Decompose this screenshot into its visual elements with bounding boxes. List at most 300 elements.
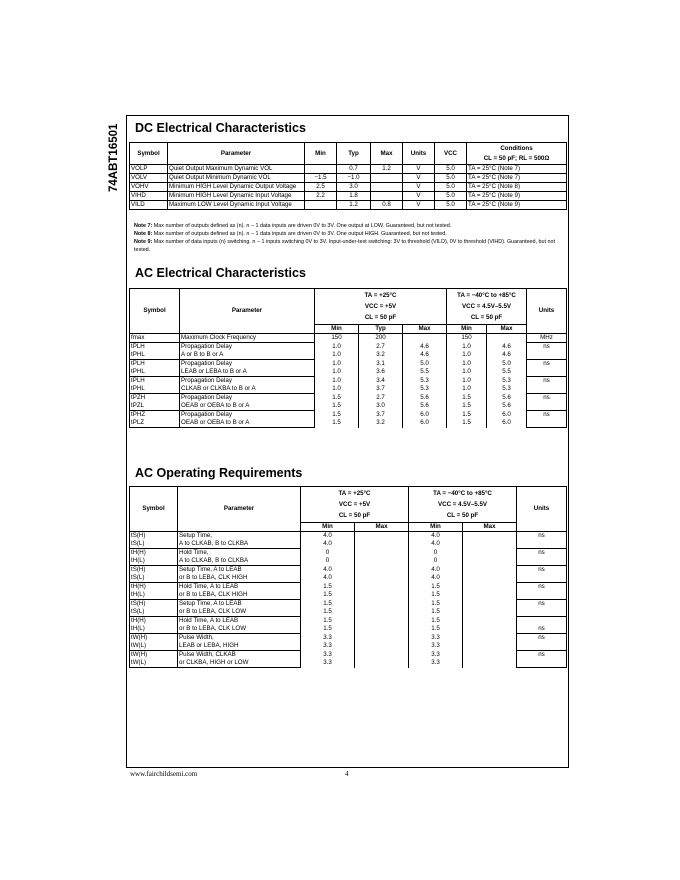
op-symbol: tH(L) bbox=[130, 625, 178, 634]
op-min2: 3.3 bbox=[409, 642, 463, 651]
note-7: Note 7: Max number of outputs defined as (n). n − 1 data inputs are driven 0V to 3V. One output at LOW. Guaranteed, but not tested. bbox=[134, 223, 452, 229]
dc-vcc: 5.0 bbox=[435, 183, 467, 192]
op-table-row bbox=[130, 549, 567, 558]
dc-table-row bbox=[130, 192, 567, 201]
ac-header-25c bbox=[315, 289, 447, 325]
dc-parameter: Minimum HIGH Level Dynamic Output Voltage bbox=[168, 183, 305, 192]
op-units bbox=[517, 617, 567, 626]
op-units: ns bbox=[517, 600, 567, 609]
op-parameter: Setup Time, A to LEAB bbox=[178, 600, 301, 609]
ac-typ1: 3.4 bbox=[359, 377, 403, 386]
ac-table-row bbox=[130, 394, 567, 403]
op-symbol: tH(H) bbox=[130, 583, 178, 592]
ac-min2: 1.0 bbox=[447, 360, 487, 369]
dc-vcc: 5.0 bbox=[435, 201, 467, 210]
dc-table-row bbox=[130, 174, 567, 183]
op-max1 bbox=[355, 634, 409, 643]
dc-header-symbol: Symbol bbox=[130, 143, 168, 165]
ac-min2: 1.5 bbox=[447, 411, 487, 420]
op-header-max1: Max bbox=[355, 523, 409, 532]
op-parameter: or CLKBA, HIGH or LOW bbox=[178, 659, 301, 668]
note-9: Note 9: Max number of data inputs (n) switching. n − 1 inputs switching 0V to 3V. Input-under-test switching: 3V to threshold (VILD), 0V to threshold (VIHD). Guaranteed, but not tested. bbox=[134, 239, 555, 253]
op-ta2: TA = −40°C to +85°C bbox=[433, 490, 492, 497]
dc-conditions: TA = 25°C (Note 9) bbox=[467, 192, 567, 201]
op-min2: 1.5 bbox=[409, 617, 463, 626]
op-parameter: A to CLKAB, B to CLKBA bbox=[178, 540, 301, 549]
dc-conditions: TA = 25°C (Note 9) bbox=[467, 201, 567, 210]
op-symbol: tS(H) bbox=[130, 566, 178, 575]
ac-parameter: Propagation Delay bbox=[180, 377, 315, 386]
ac-parameter: Propagation Delay bbox=[180, 360, 315, 369]
op-min1: 4.0 bbox=[301, 566, 355, 575]
dc-header-typ: Typ bbox=[337, 143, 371, 165]
dc-typ: 3.0 bbox=[337, 183, 371, 192]
op-units: ns bbox=[517, 583, 567, 592]
op-max1 bbox=[355, 549, 409, 558]
op-units bbox=[517, 574, 567, 583]
op-max2 bbox=[463, 557, 517, 566]
op-table-row bbox=[130, 642, 567, 651]
dc-min bbox=[305, 165, 337, 174]
op-min1: 3.3 bbox=[301, 634, 355, 643]
ac-typ1: 2.7 bbox=[359, 394, 403, 403]
op-parameter: Setup Time, bbox=[178, 532, 301, 541]
dc-header-vcc: VCC bbox=[435, 143, 467, 165]
dc-characteristics-table bbox=[129, 142, 567, 210]
ac-header-max2: Max bbox=[487, 325, 527, 334]
op-symbol: tH(H) bbox=[130, 617, 178, 626]
ac-table-row bbox=[130, 360, 567, 369]
op-units: ns bbox=[517, 625, 567, 634]
ac-symbol: fmax bbox=[130, 334, 180, 343]
dc-max: 1.2 bbox=[371, 165, 403, 174]
ac-symbol: tPHL bbox=[130, 368, 180, 377]
dc-symbol: VILD bbox=[130, 201, 168, 210]
ac-max1: 4.6 bbox=[403, 343, 447, 352]
op-min1: 0 bbox=[301, 549, 355, 558]
op-max2 bbox=[463, 625, 517, 634]
dc-max: 0.8 bbox=[371, 201, 403, 210]
op-max2 bbox=[463, 642, 517, 651]
ac-symbol: tPZL bbox=[130, 402, 180, 411]
op-min2: 0 bbox=[409, 557, 463, 566]
dc-units: V bbox=[403, 174, 435, 183]
dc-units: V bbox=[403, 165, 435, 174]
ac-units bbox=[527, 368, 567, 377]
op-parameter: or B to LEBA, CLK LOW bbox=[178, 625, 301, 634]
op-min1: 4.0 bbox=[301, 532, 355, 541]
part-number-side-title: 74ABT16501 bbox=[108, 123, 120, 192]
dc-header-max: Max bbox=[371, 143, 403, 165]
op-parameter: A to CLKAB, B to CLKBA bbox=[178, 557, 301, 566]
op-units bbox=[517, 642, 567, 651]
ac-max1: 6.0 bbox=[403, 419, 447, 428]
op-cl2: CL = 50 pF bbox=[446, 512, 479, 519]
dc-units: V bbox=[403, 192, 435, 201]
op-header-units: Units bbox=[517, 487, 567, 532]
dc-min: 2.2 bbox=[305, 192, 337, 201]
ac-table-row bbox=[130, 377, 567, 386]
ac-table-row bbox=[130, 334, 567, 343]
dc-typ: 1.8 bbox=[337, 192, 371, 201]
ac-min1: 1.5 bbox=[315, 419, 359, 428]
dc-vcc: 5.0 bbox=[435, 192, 467, 201]
op-min2: 1.5 bbox=[409, 600, 463, 609]
ac-min2: 1.5 bbox=[447, 419, 487, 428]
ac-symbol: tPZH bbox=[130, 394, 180, 403]
dc-conditions: TA = 25°C (Note 8) bbox=[467, 183, 567, 192]
op-section-title: AC Operating Requirements bbox=[135, 466, 303, 480]
ac-max1: 5.0 bbox=[403, 360, 447, 369]
ac-max2: 5.6 bbox=[487, 402, 527, 411]
ac-header-typ1: Typ bbox=[359, 325, 403, 334]
dc-symbol: VOLP bbox=[130, 165, 168, 174]
dc-section-title: DC Electrical Characteristics bbox=[135, 121, 306, 135]
ac-min1: 1.5 bbox=[315, 402, 359, 411]
ac-header-min2: Min bbox=[447, 325, 487, 334]
ac-max2: 6.0 bbox=[487, 419, 527, 428]
op-max2 bbox=[463, 574, 517, 583]
op-max2 bbox=[463, 659, 517, 668]
ac-symbol: tPHL bbox=[130, 351, 180, 360]
ac-max2: 5.6 bbox=[487, 394, 527, 403]
op-max2 bbox=[463, 651, 517, 660]
op-parameter: Setup Time, A to LEAB bbox=[178, 566, 301, 575]
op-units bbox=[517, 540, 567, 549]
op-min1: 0 bbox=[301, 557, 355, 566]
ac-section-title: AC Electrical Characteristics bbox=[135, 266, 306, 280]
op-min1: 4.0 bbox=[301, 574, 355, 583]
ac-max2: 5.3 bbox=[487, 385, 527, 394]
dc-header-conditions bbox=[467, 143, 567, 165]
op-parameter: or B to LEBA, CLK HIGH bbox=[178, 591, 301, 600]
ac-units: MHz bbox=[527, 334, 567, 343]
op-units: ns bbox=[517, 549, 567, 558]
ac-max1: 5.6 bbox=[403, 402, 447, 411]
dc-table-row bbox=[130, 165, 567, 174]
op-max1 bbox=[355, 608, 409, 617]
ac-typ1: 3.1 bbox=[359, 360, 403, 369]
ac-table-row bbox=[130, 385, 567, 394]
footer-page-number: 4 bbox=[345, 770, 349, 778]
dc-units: V bbox=[403, 201, 435, 210]
op-max1 bbox=[355, 574, 409, 583]
dc-min: −1.5 bbox=[305, 174, 337, 183]
dc-min: 2.5 bbox=[305, 183, 337, 192]
ac-max2: 4.6 bbox=[487, 343, 527, 352]
ac-table-row bbox=[130, 419, 567, 428]
op-units bbox=[517, 557, 567, 566]
ac-min2: 1.0 bbox=[447, 377, 487, 386]
op-min1: 1.5 bbox=[301, 600, 355, 609]
op-header-parameter: Parameter bbox=[178, 487, 301, 532]
ac-min1: 1.0 bbox=[315, 368, 359, 377]
op-min2: 3.3 bbox=[409, 659, 463, 668]
op-parameter: or B to LEBA, CLK LOW bbox=[178, 608, 301, 617]
ac-parameter: Maximum Clock Frequency bbox=[180, 334, 315, 343]
op-min2: 4.0 bbox=[409, 574, 463, 583]
dc-symbol: VOHV bbox=[130, 183, 168, 192]
op-max2 bbox=[463, 634, 517, 643]
op-table-row bbox=[130, 608, 567, 617]
footer-url[interactable]: www.fairchildsemi.com bbox=[130, 770, 198, 778]
ac-max1: 5.3 bbox=[403, 385, 447, 394]
op-table-row bbox=[130, 634, 567, 643]
ac-max1: 4.6 bbox=[403, 351, 447, 360]
op-max2 bbox=[463, 617, 517, 626]
op-min2: 1.5 bbox=[409, 591, 463, 600]
op-max2 bbox=[463, 600, 517, 609]
ac-min1: 150 bbox=[315, 334, 359, 343]
ac-parameter: A or B to B or A bbox=[180, 351, 315, 360]
ac-header-max1: Max bbox=[403, 325, 447, 334]
dc-table-body bbox=[130, 165, 567, 210]
ac-min2: 1.0 bbox=[447, 385, 487, 394]
ac-max2: 4.6 bbox=[487, 351, 527, 360]
ac-table-row bbox=[130, 343, 567, 352]
dc-conditions: TA = 25°C (Note 7) bbox=[467, 174, 567, 183]
ac-table-row bbox=[130, 402, 567, 411]
op-parameter: or B to LEBA, CLK HIGH bbox=[178, 574, 301, 583]
op-min1: 1.5 bbox=[301, 591, 355, 600]
op-symbol: tS(H) bbox=[130, 600, 178, 609]
ac-symbol: tPLH bbox=[130, 343, 180, 352]
ac-table-row bbox=[130, 411, 567, 420]
op-max2 bbox=[463, 566, 517, 575]
op-max1 bbox=[355, 540, 409, 549]
ac-units bbox=[527, 402, 567, 411]
ac-max2: 5.5 bbox=[487, 368, 527, 377]
note-8: Note 8: Max number of outputs defined as (n). n − 1 data inputs are driven 0V to 3V. One output HIGH. Guaranteed, but not tested. bbox=[134, 231, 447, 237]
op-max1 bbox=[355, 659, 409, 668]
ac-max1: 6.0 bbox=[403, 411, 447, 420]
op-symbol: tS(L) bbox=[130, 574, 178, 583]
dc-typ: −1.0 bbox=[337, 174, 371, 183]
op-max1 bbox=[355, 566, 409, 575]
page-frame bbox=[126, 115, 569, 768]
ac-units: ns bbox=[527, 394, 567, 403]
ac-typ1: 3.2 bbox=[359, 351, 403, 360]
ac-min2: 1.0 bbox=[447, 343, 487, 352]
op-min1: 3.3 bbox=[301, 642, 355, 651]
op-max1 bbox=[355, 651, 409, 660]
ac-ta1: TA = +25°C bbox=[364, 292, 397, 299]
op-min2: 0 bbox=[409, 549, 463, 558]
op-min2: 1.5 bbox=[409, 583, 463, 592]
dc-parameter: Minimum HIGH Level Dynamic Input Voltage bbox=[168, 192, 305, 201]
ac-units: ns bbox=[527, 411, 567, 420]
ac-units bbox=[527, 351, 567, 360]
ac-max2: 5.0 bbox=[487, 360, 527, 369]
op-max2 bbox=[463, 583, 517, 592]
ac-min1: 1.5 bbox=[315, 394, 359, 403]
op-max1 bbox=[355, 600, 409, 609]
op-ta1: TA = +25°C bbox=[338, 490, 371, 497]
op-min2: 4.0 bbox=[409, 532, 463, 541]
op-units: ns bbox=[517, 532, 567, 541]
dc-max bbox=[371, 192, 403, 201]
op-max1 bbox=[355, 617, 409, 626]
op-min1: 1.5 bbox=[301, 617, 355, 626]
op-table-body bbox=[130, 532, 567, 668]
op-parameter: Hold Time, A to LEAB bbox=[178, 583, 301, 592]
op-min2: 3.3 bbox=[409, 651, 463, 660]
op-units bbox=[517, 608, 567, 617]
op-max1 bbox=[355, 532, 409, 541]
dc-max bbox=[371, 174, 403, 183]
dc-header-parameter: Parameter bbox=[168, 143, 305, 165]
ac-header-symbol: Symbol bbox=[130, 289, 180, 334]
ac-max1: 5.5 bbox=[403, 368, 447, 377]
dc-parameter: Maximum LOW Level Dynamic Input Voltage bbox=[168, 201, 305, 210]
ac-vcc2: VCC = 4.5V–5.5V bbox=[462, 303, 512, 310]
dc-min bbox=[305, 201, 337, 210]
ac-typ1: 2.7 bbox=[359, 343, 403, 352]
ac-min1: 1.0 bbox=[315, 360, 359, 369]
ac-parameter: Propagation Delay bbox=[180, 411, 315, 420]
ac-units bbox=[527, 385, 567, 394]
op-parameter: LEAB or LEBA, HIGH bbox=[178, 642, 301, 651]
op-header-min2: Min bbox=[409, 523, 463, 532]
ac-header-parameter: Parameter bbox=[180, 289, 315, 334]
dc-conditions: TA = 25°C (Note 7) bbox=[467, 165, 567, 174]
dc-conditions-sub: CL = 50 pF; RL = 500Ω bbox=[483, 154, 550, 162]
ac-parameter: CLKAB or CLKBA to B or A bbox=[180, 385, 315, 394]
dc-header-min: Min bbox=[305, 143, 337, 165]
op-header-symbol: Symbol bbox=[130, 487, 178, 532]
ac-characteristics-table bbox=[129, 288, 567, 428]
op-max2 bbox=[463, 540, 517, 549]
op-parameter: Hold Time, A to LEAB bbox=[178, 617, 301, 626]
ac-max1: 5.6 bbox=[403, 394, 447, 403]
ac-table-body bbox=[130, 334, 567, 428]
ac-cl2: CL = 50 pF bbox=[470, 314, 503, 321]
op-table-row bbox=[130, 659, 567, 668]
ac-parameter: OEAB or OEBA to B or A bbox=[180, 402, 315, 411]
op-symbol: tS(H) bbox=[130, 532, 178, 541]
op-max2 bbox=[463, 532, 517, 541]
ac-min1: 1.0 bbox=[315, 385, 359, 394]
ac-symbol: tPLH bbox=[130, 377, 180, 386]
ac-units: ns bbox=[527, 377, 567, 386]
dc-table-row bbox=[130, 183, 567, 192]
ac-parameter: LEAB or LEBA to B or A bbox=[180, 368, 315, 377]
op-max1 bbox=[355, 625, 409, 634]
op-vcc2: VCC = 4.5V–5.5V bbox=[438, 501, 488, 508]
ac-min2: 1.5 bbox=[447, 402, 487, 411]
dc-symbol: VIHD bbox=[130, 192, 168, 201]
ac-cl1: CL = 50 pF bbox=[364, 314, 397, 321]
ac-min1: 1.0 bbox=[315, 351, 359, 360]
ac-typ1: 3.6 bbox=[359, 368, 403, 377]
op-table-row bbox=[130, 566, 567, 575]
ac-units: ns bbox=[527, 343, 567, 352]
op-units bbox=[517, 591, 567, 600]
dc-parameter: Quiet Output Maximum Dynamic VOL bbox=[168, 165, 305, 174]
dc-header-units: Units bbox=[403, 143, 435, 165]
ac-typ1: 3.0 bbox=[359, 402, 403, 411]
op-max1 bbox=[355, 642, 409, 651]
op-parameter: Pulse Width, bbox=[178, 634, 301, 643]
dc-vcc: 5.0 bbox=[435, 165, 467, 174]
ac-units: ns bbox=[527, 360, 567, 369]
op-symbol: tW(H) bbox=[130, 651, 178, 660]
dc-parameter: Quiet Output Minimum Dynamic VOL bbox=[168, 174, 305, 183]
op-max1 bbox=[355, 591, 409, 600]
dc-max bbox=[371, 183, 403, 192]
op-symbol: tS(L) bbox=[130, 608, 178, 617]
op-units: ns bbox=[517, 566, 567, 575]
ac-symbol: tPLH bbox=[130, 360, 180, 369]
op-min2: 4.0 bbox=[409, 566, 463, 575]
op-table-row bbox=[130, 540, 567, 549]
dc-notes bbox=[134, 222, 564, 254]
op-units bbox=[517, 659, 567, 668]
ac-min2: 1.0 bbox=[447, 351, 487, 360]
ac-parameter: Propagation Delay bbox=[180, 343, 315, 352]
op-vcc1: VCC = +5V bbox=[338, 501, 371, 508]
ac-symbol: tPHL bbox=[130, 385, 180, 394]
op-table-row bbox=[130, 625, 567, 634]
op-symbol: tH(L) bbox=[130, 591, 178, 600]
ac-min2: 1.0 bbox=[447, 368, 487, 377]
ac-typ1: 200 bbox=[359, 334, 403, 343]
ac-header-min1: Min bbox=[315, 325, 359, 334]
ac-header-units: Units bbox=[527, 289, 567, 334]
ac-symbol: tPLZ bbox=[130, 419, 180, 428]
ac-typ1: 3.2 bbox=[359, 419, 403, 428]
ac-min1: 1.0 bbox=[315, 343, 359, 352]
op-symbol: tS(L) bbox=[130, 540, 178, 549]
ac-min2: 1.5 bbox=[447, 394, 487, 403]
ac-max2: 5.3 bbox=[487, 377, 527, 386]
ac-typ1: 3.7 bbox=[359, 411, 403, 420]
ac-parameter: OEAB or OEBA to B or A bbox=[180, 419, 315, 428]
op-table-row bbox=[130, 617, 567, 626]
op-max1 bbox=[355, 557, 409, 566]
op-table-row bbox=[130, 591, 567, 600]
ac-parameter: Propagation Delay bbox=[180, 394, 315, 403]
ac-min2: 150 bbox=[447, 334, 487, 343]
op-header-25c bbox=[301, 487, 409, 523]
dc-units: V bbox=[403, 183, 435, 192]
dc-conditions-label: Conditions bbox=[500, 144, 533, 152]
ac-max2 bbox=[487, 334, 527, 343]
ac-table-row bbox=[130, 368, 567, 377]
ac-header-range bbox=[447, 289, 527, 325]
ac-vcc1: VCC = +5V bbox=[364, 303, 397, 310]
op-min2: 3.3 bbox=[409, 634, 463, 643]
op-min1: 3.3 bbox=[301, 651, 355, 660]
op-min1: 3.3 bbox=[301, 659, 355, 668]
op-units: ns bbox=[517, 634, 567, 643]
op-requirements-table bbox=[129, 486, 567, 668]
op-parameter: Pulse Width, CLKAB bbox=[178, 651, 301, 660]
op-min1: 1.5 bbox=[301, 583, 355, 592]
dc-table-row bbox=[130, 201, 567, 210]
op-symbol: tW(L) bbox=[130, 659, 178, 668]
op-max2 bbox=[463, 549, 517, 558]
op-max1 bbox=[355, 583, 409, 592]
op-min1: 1.5 bbox=[301, 625, 355, 634]
op-cl1: CL = 50 pF bbox=[338, 512, 371, 519]
dc-typ: 1.2 bbox=[337, 201, 371, 210]
ac-min1: 1.5 bbox=[315, 411, 359, 420]
op-max2 bbox=[463, 608, 517, 617]
op-table-row bbox=[130, 532, 567, 541]
op-min1: 4.0 bbox=[301, 540, 355, 549]
ac-units bbox=[527, 419, 567, 428]
